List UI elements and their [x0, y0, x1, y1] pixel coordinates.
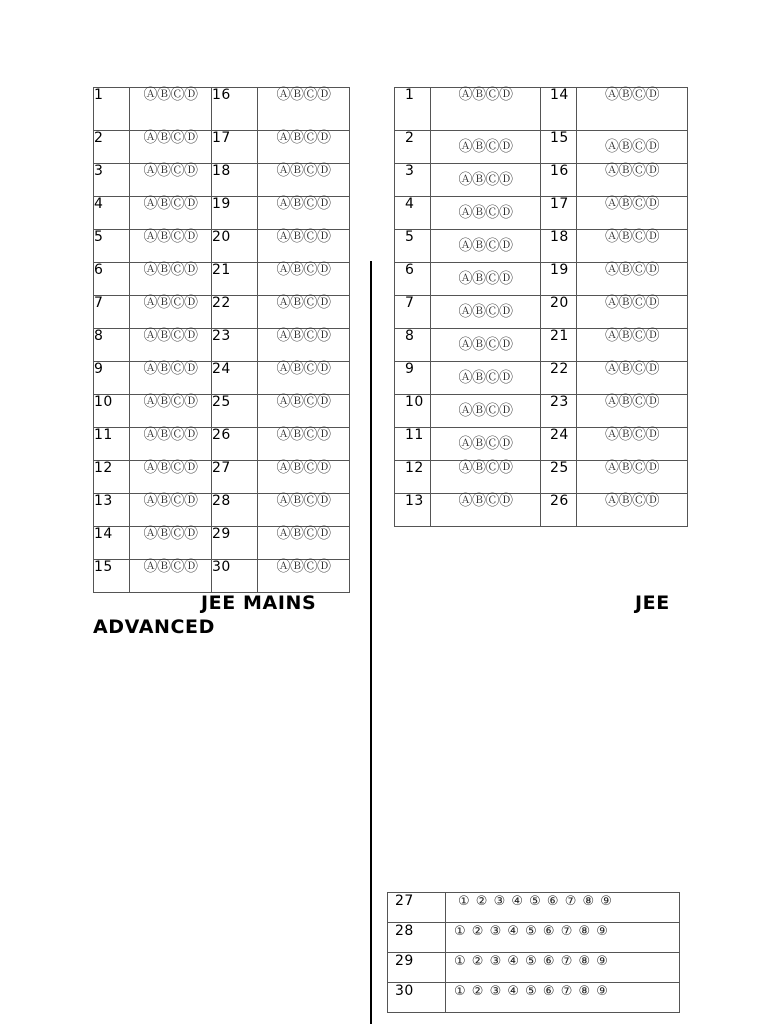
- integer-answer-grid: [387, 892, 680, 1013]
- question-number: 25: [212, 395, 258, 428]
- question-number: 14: [541, 88, 577, 131]
- answer-row: [94, 428, 350, 461]
- answer-bubbles[interactable]: ⒶⒷⒸⒹ: [577, 230, 688, 263]
- integer-row: [388, 983, 680, 1013]
- answer-bubbles[interactable]: ⒶⒷⒸⒹ: [130, 197, 212, 230]
- integer-row: [388, 953, 680, 983]
- answer-bubbles[interactable]: ⒶⒷⒸⒹ: [577, 88, 688, 131]
- question-number: 23: [541, 395, 577, 428]
- question-number: 1: [395, 88, 431, 131]
- answer-bubbles[interactable]: ⒶⒷⒸⒹ: [130, 527, 212, 560]
- answer-row: [395, 197, 688, 230]
- integer-row: [388, 923, 680, 953]
- answer-bubbles[interactable]: ⒶⒷⒸⒹ: [431, 88, 541, 131]
- answer-bubbles[interactable]: ⒶⒷⒸⒹ: [130, 164, 212, 197]
- answer-bubbles[interactable]: ⒶⒷⒸⒹ: [130, 88, 212, 131]
- question-number: 22: [541, 362, 577, 395]
- jee-advanced-label-line2: ADVANCED: [93, 616, 215, 638]
- answer-bubbles[interactable]: ⒶⒷⒸⒹ: [577, 131, 688, 164]
- answer-bubbles[interactable]: ⒶⒷⒸⒹ: [577, 428, 688, 461]
- integer-row: [388, 893, 680, 923]
- question-number: 1: [94, 88, 130, 131]
- digit-bubbles[interactable]: ① ② ③ ④ ⑤ ⑥ ⑦ ⑧ ⑨: [446, 953, 680, 983]
- question-number: 9: [395, 362, 431, 395]
- answer-bubbles[interactable]: ⒶⒷⒸⒹ: [258, 428, 350, 461]
- answer-row: [395, 362, 688, 395]
- answer-row: [395, 131, 688, 164]
- question-number: 26: [212, 428, 258, 461]
- question-number: 12: [395, 461, 431, 494]
- question-number: 8: [94, 329, 130, 362]
- question-number: 25: [541, 461, 577, 494]
- answer-bubbles[interactable]: ⒶⒷⒸⒹ: [258, 395, 350, 428]
- question-number: 26: [541, 494, 577, 527]
- answer-bubbles[interactable]: ⒶⒷⒸⒹ: [431, 494, 541, 527]
- answer-bubbles[interactable]: ⒶⒷⒸⒹ: [431, 197, 541, 230]
- question-number: 22: [212, 296, 258, 329]
- question-number: 11: [94, 428, 130, 461]
- question-number: 20: [541, 296, 577, 329]
- answer-bubbles[interactable]: ⒶⒷⒸⒹ: [130, 494, 212, 527]
- jee-advanced-rows: [395, 88, 688, 527]
- digit-bubbles[interactable]: ① ② ③ ④ ⑤ ⑥ ⑦ ⑧ ⑨: [446, 893, 680, 923]
- answer-row: [94, 296, 350, 329]
- answer-row: [395, 296, 688, 329]
- question-number: 21: [541, 329, 577, 362]
- integer-rows: [388, 893, 680, 1013]
- answer-bubbles[interactable]: ⒶⒷⒸⒹ: [577, 197, 688, 230]
- answer-row: [94, 494, 350, 527]
- question-number: 16: [541, 164, 577, 197]
- answer-bubbles[interactable]: ⒶⒷⒸⒹ: [577, 461, 688, 494]
- question-number: 27: [388, 893, 446, 923]
- answer-bubbles[interactable]: ⒶⒷⒸⒹ: [431, 230, 541, 263]
- answer-row: [94, 164, 350, 197]
- question-number: 3: [94, 164, 130, 197]
- answer-row: [94, 263, 350, 296]
- answer-row: [94, 88, 350, 131]
- answer-bubbles[interactable]: ⒶⒷⒸⒹ: [258, 461, 350, 494]
- answer-row: [395, 230, 688, 263]
- jee-advanced-label-line1: JEE: [635, 592, 670, 614]
- answer-bubbles[interactable]: ⒶⒷⒸⒹ: [130, 263, 212, 296]
- answer-row: [395, 461, 688, 494]
- question-number: 29: [212, 527, 258, 560]
- question-number: 27: [212, 461, 258, 494]
- digit-bubbles[interactable]: ① ② ③ ④ ⑤ ⑥ ⑦ ⑧ ⑨: [446, 923, 680, 953]
- question-number: 9: [94, 362, 130, 395]
- answer-row: [395, 263, 688, 296]
- answer-bubbles[interactable]: ⒶⒷⒸⒹ: [130, 329, 212, 362]
- question-number: 30: [388, 983, 446, 1013]
- question-number: 17: [541, 197, 577, 230]
- question-number: 18: [212, 164, 258, 197]
- question-number: 3: [395, 164, 431, 197]
- answer-bubbles[interactable]: ⒶⒷⒸⒹ: [577, 263, 688, 296]
- question-number: 5: [94, 230, 130, 263]
- question-number: 29: [388, 953, 446, 983]
- answer-bubbles[interactable]: ⒶⒷⒸⒹ: [130, 230, 212, 263]
- answer-row: [395, 164, 688, 197]
- question-number: 19: [212, 197, 258, 230]
- answer-row: [395, 88, 688, 131]
- answer-bubbles[interactable]: ⒶⒷⒸⒹ: [130, 461, 212, 494]
- question-number: 8: [395, 329, 431, 362]
- question-number: 24: [212, 362, 258, 395]
- answer-bubbles[interactable]: ⒶⒷⒸⒹ: [258, 88, 350, 131]
- question-number: 12: [94, 461, 130, 494]
- jee-advanced-answer-grid: [394, 87, 688, 527]
- answer-bubbles[interactable]: ⒶⒷⒸⒹ: [431, 395, 541, 428]
- question-number: 15: [94, 560, 130, 593]
- answer-bubbles[interactable]: ⒶⒷⒸⒹ: [431, 461, 541, 494]
- vertical-divider: [370, 261, 372, 1024]
- question-number: 13: [395, 494, 431, 527]
- answer-bubbles[interactable]: ⒶⒷⒸⒹ: [577, 296, 688, 329]
- question-number: 4: [395, 197, 431, 230]
- answer-bubbles[interactable]: ⒶⒷⒸⒹ: [577, 494, 688, 527]
- answer-bubbles[interactable]: ⒶⒷⒸⒹ: [258, 296, 350, 329]
- answer-bubbles[interactable]: ⒶⒷⒸⒹ: [130, 296, 212, 329]
- answer-row: [395, 494, 688, 527]
- question-number: 16: [212, 88, 258, 131]
- question-number: 18: [541, 230, 577, 263]
- question-number: 11: [395, 428, 431, 461]
- jee-mains-label: JEE MAINS: [201, 592, 317, 614]
- question-number: 4: [94, 197, 130, 230]
- answer-row: [395, 329, 688, 362]
- answer-bubbles[interactable]: ⒶⒷⒸⒹ: [431, 131, 541, 164]
- question-number: 17: [212, 131, 258, 164]
- answer-row: [94, 362, 350, 395]
- answer-bubbles[interactable]: ⒶⒷⒸⒹ: [258, 164, 350, 197]
- question-number: 13: [94, 494, 130, 527]
- answer-row: [94, 461, 350, 494]
- answer-bubbles[interactable]: ⒶⒷⒸⒹ: [431, 164, 541, 197]
- answer-bubbles[interactable]: ⒶⒷⒸⒹ: [577, 395, 688, 428]
- question-number: 6: [395, 263, 431, 296]
- question-number: 15: [541, 131, 577, 164]
- answer-bubbles[interactable]: ⒶⒷⒸⒹ: [258, 560, 350, 593]
- answer-bubbles[interactable]: ⒶⒷⒸⒹ: [258, 494, 350, 527]
- answer-row: [94, 329, 350, 362]
- answer-bubbles[interactable]: ⒶⒷⒸⒹ: [577, 362, 688, 395]
- answer-bubbles[interactable]: ⒶⒷⒸⒹ: [258, 329, 350, 362]
- answer-bubbles[interactable]: ⒶⒷⒸⒹ: [258, 230, 350, 263]
- answer-row: [94, 560, 350, 593]
- answer-bubbles[interactable]: ⒶⒷⒸⒹ: [431, 263, 541, 296]
- answer-bubbles[interactable]: ⒶⒷⒸⒹ: [130, 362, 212, 395]
- question-number: 7: [395, 296, 431, 329]
- answer-bubbles[interactable]: ⒶⒷⒸⒹ: [130, 428, 212, 461]
- question-number: 30: [212, 560, 258, 593]
- answer-bubbles[interactable]: ⒶⒷⒸⒹ: [130, 560, 212, 593]
- answer-bubbles[interactable]: ⒶⒷⒸⒹ: [577, 164, 688, 197]
- question-number: 2: [94, 131, 130, 164]
- answer-bubbles[interactable]: ⒶⒷⒸⒹ: [130, 395, 212, 428]
- digit-bubbles[interactable]: ① ② ③ ④ ⑤ ⑥ ⑦ ⑧ ⑨: [446, 983, 680, 1013]
- question-number: 24: [541, 428, 577, 461]
- question-number: 14: [94, 527, 130, 560]
- answer-bubbles[interactable]: ⒶⒷⒸⒹ: [258, 527, 350, 560]
- answer-row: [94, 230, 350, 263]
- answer-bubbles[interactable]: ⒶⒷⒸⒹ: [130, 131, 212, 164]
- answer-bubbles[interactable]: ⒶⒷⒸⒹ: [431, 296, 541, 329]
- answer-bubbles[interactable]: ⒶⒷⒸⒹ: [431, 329, 541, 362]
- question-number: 7: [94, 296, 130, 329]
- answer-row: [94, 527, 350, 560]
- question-number: 10: [395, 395, 431, 428]
- question-number: 19: [541, 263, 577, 296]
- answer-bubbles[interactable]: ⒶⒷⒸⒹ: [258, 362, 350, 395]
- question-number: 28: [212, 494, 258, 527]
- answer-row: [94, 131, 350, 164]
- question-number: 20: [212, 230, 258, 263]
- answer-bubbles[interactable]: ⒶⒷⒸⒹ: [258, 131, 350, 164]
- answer-row: [94, 197, 350, 230]
- answer-row: [94, 395, 350, 428]
- answer-bubbles[interactable]: ⒶⒷⒸⒹ: [431, 362, 541, 395]
- jee-mains-rows: [94, 88, 350, 593]
- jee-mains-answer-grid: [93, 87, 350, 593]
- answer-row: [395, 428, 688, 461]
- answer-bubbles[interactable]: ⒶⒷⒸⒹ: [577, 329, 688, 362]
- answer-bubbles[interactable]: ⒶⒷⒸⒹ: [258, 263, 350, 296]
- question-number: 6: [94, 263, 130, 296]
- question-number: 23: [212, 329, 258, 362]
- question-number: 5: [395, 230, 431, 263]
- question-number: 10: [94, 395, 130, 428]
- answer-bubbles[interactable]: ⒶⒷⒸⒹ: [258, 197, 350, 230]
- question-number: 2: [395, 131, 431, 164]
- answer-row: [395, 395, 688, 428]
- question-number: 21: [212, 263, 258, 296]
- answer-bubbles[interactable]: ⒶⒷⒸⒹ: [431, 428, 541, 461]
- question-number: 28: [388, 923, 446, 953]
